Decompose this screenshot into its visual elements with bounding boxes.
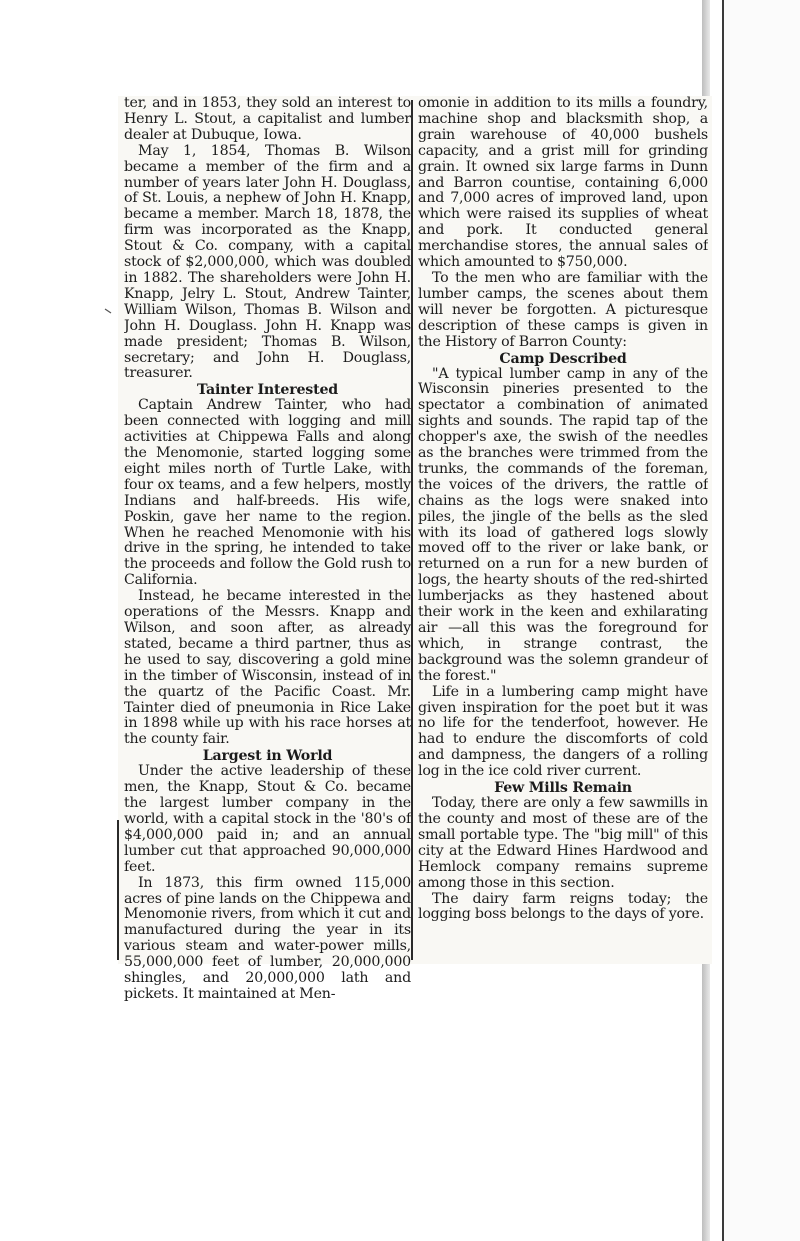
article-paragraph: Today, there are only a few sawmills in the county and most of these are of the small portable type. The "big mill" of this city at the Edward Hines Hardwood and Hemlock company remains supreme among those in this section. bbox=[418, 795, 708, 891]
stray-mark-icon bbox=[104, 307, 112, 315]
section-heading: Largest in World bbox=[202, 748, 333, 765]
article-paragraph: ter, and in 1853, they sold an interest to Henry L. Stout, a capitalist and lumber dealer at Dubuque, Iowa. bbox=[124, 96, 411, 143]
section-heading: Tainter Interested bbox=[196, 382, 338, 399]
article-paragraph: May 1, 1854, Thomas B. Wilson became a member of the firm and a number of years later John H. Douglass, of St. Louis, a nephew of John H. Knapp, became a member. March 18, 1878, the firm was incorporated as the Knapp, Stout & Co. company, with a capital stock of $2,000,000, which was doubled in 1882. The shareholders were John H. Knapp, Jelry L. Stout, Andrew Tainter, William Wilson, Thomas B. Wilson and John H. Douglass. John H. Knapp was made president; Thomas B. Wilson, secretary; and John H. Douglass, treasurer. bbox=[124, 142, 411, 382]
article-paragraph: omonie in addition to its mills a foundry, machine shop and blacksmith shop, a grain warehouse of 40,000 bushels capacity, and a grist mill for grinding grain. It owned six large farms in Dunn and Barron countise, containing 6,000 and 7,000 acres of improved land, upon which were raised its supplies of wheat and pork. It conducted general merchandise stores, the annual sales of which amounted to $750,000. bbox=[418, 96, 708, 271]
article-paragraph: In 1873, this firm owned 115,000 acres of pine lands on the Chippewa and Menomonie rivers, from which it cut and manufactured during the year in its various steam and water-power mills, 55,000,000 feet of lumber, 20,000,000 shingles, and 20,000,000 lath and pickets. It maintained at Men- bbox=[124, 874, 411, 1002]
article-paragraph: Instead, he became interested in the operations of the Messrs. Knapp and Wilson, and soon after, as already stated, became a third partner, thus as he used to say, discovering a gold mine in the timber of Wisconsin, instead of in the quartz of the Pacific Coast. Mr. Tainter died of pneumonia in Rice Lake in 1898 while up with his race horses at the county fair. bbox=[124, 588, 411, 748]
section-heading: Camp Described bbox=[499, 350, 627, 367]
page-margin bbox=[724, 0, 800, 1241]
article-paragraph: The dairy farm reigns today; the logging boss belongs to the days of yore. bbox=[418, 890, 708, 923]
article-paragraph: "A typical lumber camp in any of the Wisconsin pineries presented to the spectator a combination of animated sights and sounds. The rapid tap of the chopper's axe, the swish of the needles as the branches were trimmed from the trunks, the commands of the foreman, the voices of the drivers, the rattle of chains as the logs were snaked into piles, the jingle of the bells as the sled with its load of gathered logs slowly moved off to the river or lake bank, or returned on a run for a new burden of logs, the hearty shouts of the red-shirted lumberjacks as they hastened about their work in the keen and exhilarating air —all this was the foreground for which, in strange contrast, the background was the solemn grandeur of the forest." bbox=[418, 365, 708, 684]
column-divider bbox=[411, 100, 413, 960]
section-heading: Few Mills Remain bbox=[494, 780, 632, 797]
article-paragraph: Life in a lumbering camp might have given inspiration for the poet but it was no life for the tenderfoot, however. He had to endure the discomforts of cold and dampness, the dangers of a rolling log in the ice cold river current. bbox=[418, 683, 708, 780]
article-paragraph: To the men who are familiar with the lumber camps, the scenes about them will never be forgotten. A picturesque description of these camps is given in the History of Barron County: bbox=[418, 269, 708, 350]
article-column-right bbox=[418, 96, 708, 923]
article-paragraph: Under the active leadership of these men, the Knapp, Stout & Co. became the largest lumber company in the world, with a capital stock in the '80's of $4,000,000 paid in; and an annual lumber cut that approached 90,000,000 feet. bbox=[124, 763, 411, 875]
left-margin-rule bbox=[117, 820, 119, 960]
article-column-left bbox=[124, 96, 411, 1003]
article-paragraph: Captain Andrew Tainter, who had been connected with logging and mill activities at Chippewa Falls and along the Menomonie, started logging some eight miles north of Turtle Lake, with four ox teams, and a few helpers, mostly Indians and half-breeds. His wife, Poskin, gave her name to the region. When he reached Menomonie with his drive in the spring, he intended to take the proceeds and follow the Gold rush to California. bbox=[124, 397, 411, 589]
